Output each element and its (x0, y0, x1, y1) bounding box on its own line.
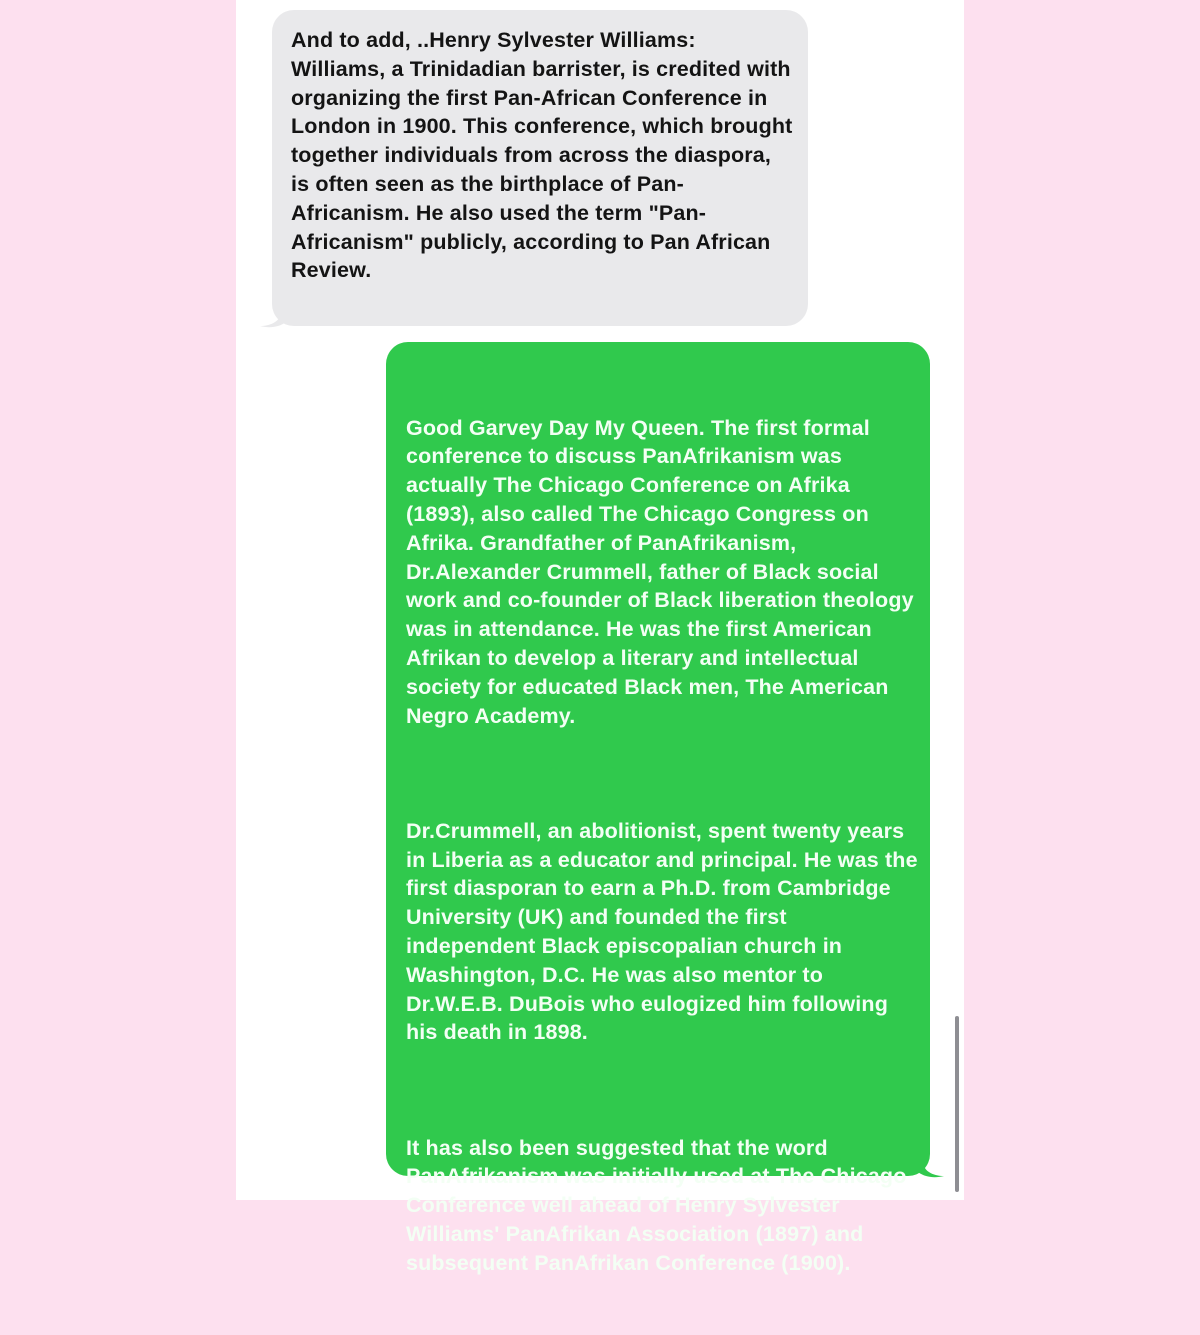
chat-panel[interactable] (236, 0, 964, 1275)
outgoing-paragraph-3: It has also been suggested that the word PanAfrikanism was initially used at The Chicago Conference well ahead of Henry Sylvester Williams' PanAfrikan Association (1897) and subsequent PanAfrikan Conference (1900). (406, 1135, 913, 1275)
incoming-message-bubble[interactable]: And to add, ..Henry Sylvester Williams: Williams, a Trinidadian barrister, is credited with organizing the first Pan-African Conference in London in 1900. This conference, which brought together individuals from across the diaspora, is often seen as the birthplace of Pan-Africanism. He also used the term "Pan-Africanism" publicly, according to Pan African Review. (272, 10, 808, 326)
scrollbar[interactable] (955, 1016, 959, 1192)
outgoing-paragraph-2: Dr.Crummell, an abolitionist, spent twenty years in Liberia as a educator and principal. He was the first diasporan to earn a Ph.D. from Cambridge University (UK) and founded the first independent Black episcopalian church in Washington, D.C. He was also mentor to Dr.W.E.B. DuBois who eulogized him following his death in 1898. (406, 818, 924, 1045)
outgoing-message-bubble[interactable] (386, 342, 930, 1275)
outgoing-paragraph-1: Good Garvey Day My Queen. The first formal conference to discuss PanAfrikanism was actually The Chicago Conference on Afrika (1893), also called The Chicago Congress on Afrika. Grandfather of PanAfrikanism, Dr.Alexander Crummell, father of Black social work and co-founder of Black liberation theology was in attendance. He was the first American Afrikan to develop a literary and intellectual society for educated Black men, The American Negro Academy. (406, 415, 920, 728)
